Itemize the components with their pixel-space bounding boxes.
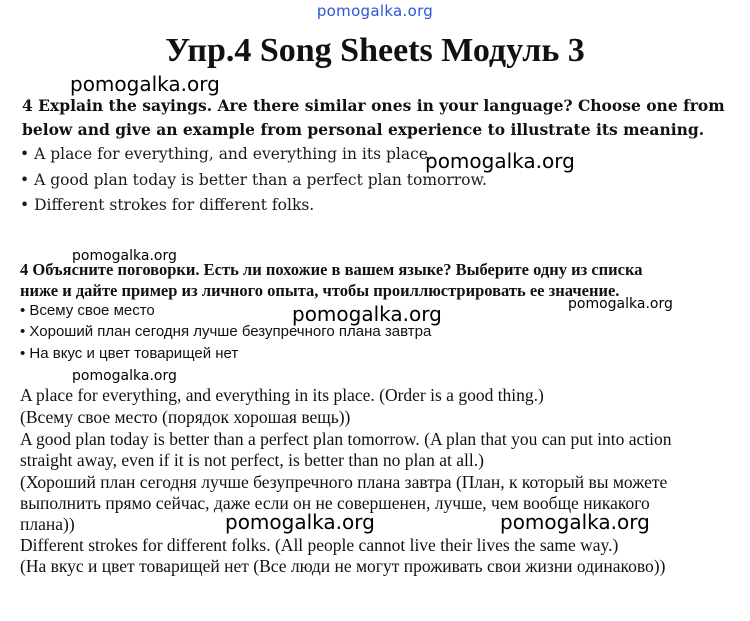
watermark: pomogalka.org: [425, 149, 575, 173]
saying-en-3: • Different strokes for different folks.: [20, 196, 315, 214]
watermark: pomogalka.org: [72, 368, 177, 384]
answer-line-7: плана)): [20, 514, 75, 534]
watermark-top: pomogalka.org: [316, 2, 434, 20]
task-ru-line-2: ниже и дайте пример из личного опыта, чтобы проиллюстрировать ее значение.: [20, 281, 620, 300]
answer-line-3: A good plan today is better than a perfect plan tomorrow. (A plan that you can put into action: [20, 429, 672, 449]
watermark: pomogalka.org: [70, 72, 220, 96]
answer-line-8: Different strokes for different folks. (All people cannot live their lives the same way.): [20, 535, 619, 555]
saying-ru-3: • На вкус и цвет товарищей нет: [20, 345, 239, 362]
saying-ru-2: • Хороший план сегодня лучше безупречного плана завтра: [20, 323, 432, 340]
saying-en-2: • A good plan today is better than a perfect plan tomorrow.: [20, 171, 487, 189]
answer-line-1: A place for everything, and everything in its place. (Order is a good thing.): [20, 385, 544, 405]
page-title: Упр.4 Song Sheets Модуль 3: [165, 32, 585, 69]
watermark: pomogalka.org: [72, 248, 177, 264]
task-ru-line-1: 4 Объясните поговорки. Есть ли похожие в вашем языке? Выберите одну из списка: [20, 260, 643, 279]
answer-line-5: (Хороший план сегодня лучше безупречного плана завтра (План, к который вы можете: [20, 472, 668, 492]
watermark: pomogalka.org: [500, 510, 650, 534]
answer-line-4: straight away, even if it is not perfect, is better than no plan at all.): [20, 450, 484, 470]
answer-line-9: (На вкус и цвет товарищей нет (Все люди не могут проживать свои жизни одинаково)): [20, 556, 666, 576]
saying-en-1: • A place for everything, and everything in its place.: [20, 145, 433, 163]
task-en-line-1: 4 Explain the sayings. Are there similar ones in your language? Choose one from: [22, 96, 725, 115]
watermark: pomogalka.org: [568, 296, 673, 312]
saying-ru-1: • Всему свое место: [20, 302, 155, 319]
task-en-line-2: below and give an example from personal experience to illustrate its meaning.: [22, 120, 705, 139]
watermark: pomogalka.org: [225, 510, 375, 534]
answer-line-2: (Всему свое место (порядок хорошая вещь)): [20, 407, 351, 427]
answer-line-6: выполнить прямо сейчас, даже если он не совершенен, лучше, чем вообще никакого: [20, 493, 650, 513]
watermark: pomogalka.org: [292, 302, 442, 326]
